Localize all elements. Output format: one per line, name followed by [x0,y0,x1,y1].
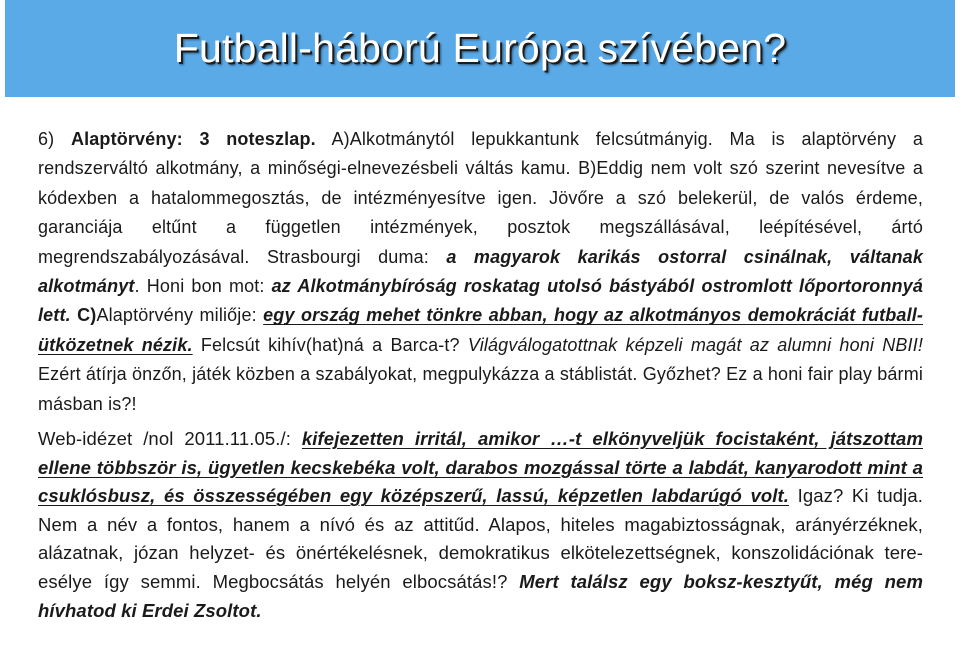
body-text [38,125,923,625]
text-run: Web-idézet /nol 2011.11.05./: [38,428,302,450]
text-run: a magyarok karikás ostorral csinálnak, váltanak alkotmányt [38,246,923,297]
text-run: C) [77,305,97,326]
text-run: Alaptörvény: 3 noteszlap. [70,129,316,149]
text-run: . Honi bon mot: [134,276,272,297]
text-run: Mert találsz egy boksz-kesztyűt, még nem hívhatod ki Erdei Zsoltot. [38,571,923,621]
text-run: az Alkotmánybíróság roskatag utolsó bástyából ostromlott lőportoronnyá lett. [38,276,923,326]
text-run: Felcsút kihív(hat)ná a Barca-t? [192,334,468,355]
text-run: Igaz? Ki tudja. Nem a név a fontos, hanem a nívó és az attitűd. Alapos, hiteles magabiztosságnak, arányérzéknek, alázatnak, józan helyzet- és önértékelésnek, demokratikus elkötelezettségnek, konszolidációnak tere-esélye így semmi. Megbocsátás helyén elbocsátás!? [38,485,923,593]
paragraph-web-quote [38,425,923,625]
title-banner [5,0,955,97]
paragraph-constitution [38,125,923,419]
text-run: A)Alkotmánytól lepukkantunk felcsútmányig. Ma is alaptörvény a rendszerváltó alkotmány, a minőségi-elnevezésbeli váltás kamu. B)Eddig nem volt szó szerint nevesítve a kódexben a hatalommegosztás, de intézményesítve igen. Jövőre a szó belekerül, de valós érdeme, garanciája eltűnt a független intézmények, posztok megszállásával, leépítésével, ártó megrendszabályozásával. Strasbourgi duma: [38,129,923,267]
text-run: Ezért átírja önzőn, játék közben a szabályokat, megpulykázza a stáblistát. Győzhet? Ez a honi fair play bármi másban is?! [38,364,923,414]
text-run: egy ország mehet tönkre abban, hogy az alkotmányos demokráciát futball-ütközetnek nézik. [38,305,924,355]
text-run: Alaptörvény miliője: [96,305,264,326]
slide-title: Futball-háború Európa szívében? [173,25,787,71]
text-run: kifejezetten irritál, amikor …-t elkönyveljük focistaként, játszottam ellene többször is, ügyetlen kecskebéka volt, darabos mozgással törte a labdát, kanyarodott mint a csuklósbusz, és összességében egy középszerű, lassú, képzetlen labdarúgó volt. [38,428,923,507]
text-run: Világválogatottnak képzeli magát az alumni honi NBII! [467,334,923,355]
text-run: 6) [38,129,71,149]
